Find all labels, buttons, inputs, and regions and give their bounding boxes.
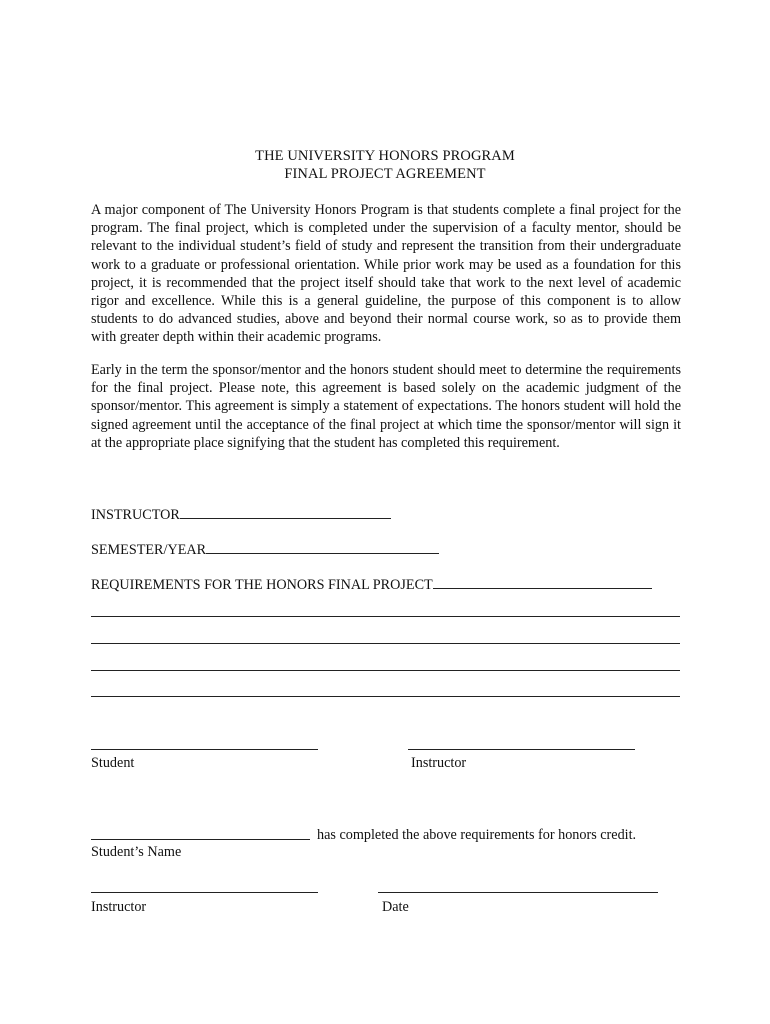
document-subtitle: FINAL PROJECT AGREEMENT	[284, 166, 486, 182]
completion-statement: has completed the above requirements for honors credit.	[317, 827, 637, 843]
instructor-label: INSTRUCTOR	[91, 507, 180, 523]
requirements-line-4[interactable]	[91, 696, 680, 697]
instructor-signature-label: Instructor	[411, 755, 467, 771]
requirements-line-2[interactable]	[91, 643, 680, 644]
instructor-blank-line[interactable]	[180, 505, 391, 519]
requirements-line-3[interactable]	[91, 670, 680, 671]
instructions-paragraph: Early in the term the sponsor/mentor and the honors student should meet to determine the requirements for the final project. Please note, this agreement is based solely on the academic judgment of the sponsor/mentor. This agreement is simply a statement of expectations. The honors student will hold the signed agreement until the acceptance of the final project at which time the sponsor/mentor will sign it at the appropriate place signifying that the student has completed this requirement.	[91, 362, 681, 451]
semester-year-blank-line[interactable]	[206, 540, 439, 554]
date-label: Date	[382, 899, 409, 915]
semester-field-row	[91, 540, 439, 559]
date-line[interactable]	[378, 892, 658, 893]
student-name-label: Student’s Name	[91, 844, 182, 860]
final-instructor-signature-line[interactable]	[91, 892, 318, 893]
requirements-label: REQUIREMENTS FOR THE HONORS FINAL PROJECT	[91, 577, 433, 593]
instructor-field-row	[91, 505, 391, 524]
requirements-line-1[interactable]	[91, 616, 680, 617]
requirements-blank-line[interactable]	[433, 575, 652, 589]
instructor-signature-line[interactable]	[408, 749, 635, 750]
intro-paragraph: A major component of The University Honors Program is that students complete a final project for the program. The final project, which is completed under the supervision of a faculty mentor, should be relevant to the individual student’s field of study and represent the transition from their undergraduate work to a graduate or professional orientation. While prior work may be used as a foundation for this project, it is recommended that the project itself should take that work to the next level of academic rigor and excellence. While this is a general guideline, the purpose of this component is to allow students to do advanced studies, above and beyond their normal course work, so as to provide them with greater depth within their academic programs.	[91, 202, 681, 346]
student-name-line[interactable]	[91, 839, 310, 840]
document-title: THE UNIVERSITY HONORS PROGRAM	[255, 148, 515, 164]
final-instructor-label: Instructor	[91, 899, 147, 915]
student-signature-line[interactable]	[91, 749, 318, 750]
semester-year-label: SEMESTER/YEAR	[91, 542, 207, 558]
student-signature-label: Student	[91, 755, 135, 771]
requirements-field-row	[91, 575, 652, 594]
